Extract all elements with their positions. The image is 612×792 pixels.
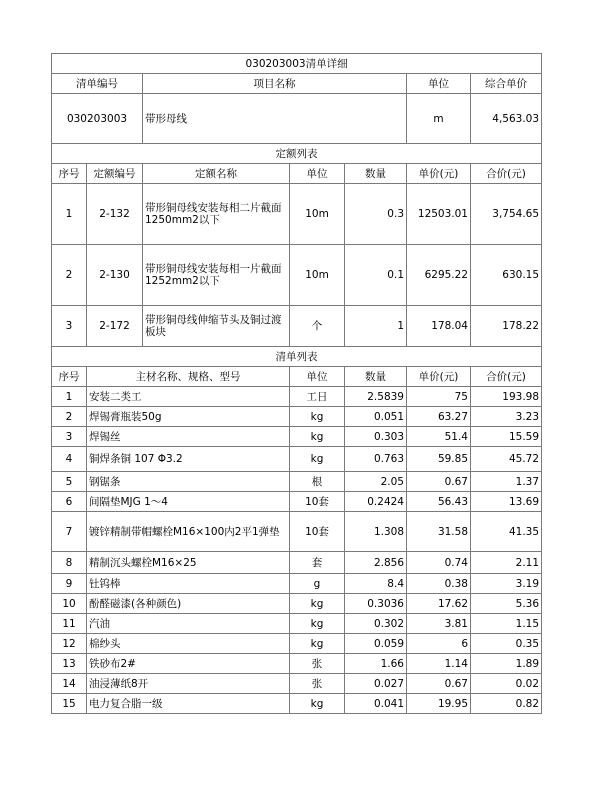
material-total: 1.89 — [471, 654, 542, 674]
material-name: 间隔垫MJG 1～4 — [87, 492, 290, 512]
bill-unit: m — [407, 94, 471, 144]
quota-name-header: 定额名称 — [143, 164, 290, 184]
quota-qty: 0.3 — [345, 184, 407, 245]
material-qty: 2.5839 — [345, 387, 407, 407]
material-price: 75 — [407, 387, 471, 407]
material-qty: 2.05 — [345, 472, 407, 492]
material-name: 安装二类工 — [87, 387, 290, 407]
material-qty: 0.763 — [345, 447, 407, 472]
quota-seq-header: 序号 — [52, 164, 87, 184]
material-row — [52, 614, 542, 634]
quota-unit: 10m — [290, 184, 345, 245]
bill-price-header: 综合单价 — [471, 74, 542, 94]
material-name: 精制沉头螺栓M16×25 — [87, 552, 290, 574]
material-unit: 根 — [290, 472, 345, 492]
material-seq: 14 — [52, 674, 87, 694]
material-price: 6 — [407, 634, 471, 654]
material-price: 31.58 — [407, 512, 471, 552]
material-name: 汽油 — [87, 614, 290, 634]
material-row — [52, 387, 542, 407]
material-qty: 8.4 — [345, 574, 407, 594]
material-price: 1.14 — [407, 654, 471, 674]
material-qty: 0.303 — [345, 427, 407, 447]
material-qty: 2.856 — [345, 552, 407, 574]
material-unit: kg — [290, 427, 345, 447]
material-seq: 1 — [52, 387, 87, 407]
quota-unit: 10m — [290, 245, 345, 306]
material-total: 0.82 — [471, 694, 542, 714]
material-price: 0.67 — [407, 472, 471, 492]
quota-qty: 0.1 — [345, 245, 407, 306]
material-price: 56.43 — [407, 492, 471, 512]
material-row — [52, 574, 542, 594]
material-price: 0.38 — [407, 574, 471, 594]
list-price-header: 单价(元) — [407, 367, 471, 387]
material-unit: kg — [290, 694, 345, 714]
bill-unit-header: 单位 — [407, 74, 471, 94]
material-row — [52, 447, 542, 472]
quota-total: 630.15 — [471, 245, 542, 306]
material-name: 电力复合脂一级 — [87, 694, 290, 714]
material-row — [52, 594, 542, 614]
material-name: 钢锯条 — [87, 472, 290, 492]
list-section-row — [52, 347, 542, 367]
material-unit: kg — [290, 407, 345, 427]
material-name: 棉纱头 — [87, 634, 290, 654]
material-name: 铁砂布2# — [87, 654, 290, 674]
material-row — [52, 407, 542, 427]
material-name: 镀锌精制带帽螺栓M16×100内2平1弹垫 — [87, 512, 290, 552]
list-unit-header: 单位 — [290, 367, 345, 387]
material-qty: 1.308 — [345, 512, 407, 552]
quota-name: 带形铜母线安装每相二片截面1250mm2以下 — [143, 184, 290, 245]
material-price: 51.4 — [407, 427, 471, 447]
material-name: 铜焊条铜 107 Φ3.2 — [87, 447, 290, 472]
material-qty: 0.302 — [345, 614, 407, 634]
quota-section-title: 定额列表 — [52, 144, 542, 164]
material-unit: 张 — [290, 654, 345, 674]
quota-total: 178.22 — [471, 306, 542, 347]
material-total: 15.59 — [471, 427, 542, 447]
material-unit: kg — [290, 447, 345, 472]
bill-code-header: 清单编号 — [52, 74, 143, 94]
title-row — [52, 54, 542, 74]
quota-total: 3,754.65 — [471, 184, 542, 245]
material-unit: kg — [290, 614, 345, 634]
quota-qty: 1 — [345, 306, 407, 347]
material-unit: 10套 — [290, 512, 345, 552]
material-seq: 9 — [52, 574, 87, 594]
material-price: 0.67 — [407, 674, 471, 694]
bill-header-row — [52, 74, 542, 94]
material-unit: 10套 — [290, 492, 345, 512]
quota-row — [52, 245, 542, 306]
material-total: 1.37 — [471, 472, 542, 492]
material-total: 5.36 — [471, 594, 542, 614]
quota-name: 带形铜母线伸缩节头及铜过渡板块 — [143, 306, 290, 347]
material-total: 2.11 — [471, 552, 542, 574]
quota-unit: 个 — [290, 306, 345, 347]
bill-detail-table — [51, 53, 542, 714]
quota-seq: 2 — [52, 245, 87, 306]
material-row — [52, 654, 542, 674]
quota-price: 6295.22 — [407, 245, 471, 306]
material-seq: 8 — [52, 552, 87, 574]
material-price: 0.74 — [407, 552, 471, 574]
bill-row — [52, 94, 542, 144]
quota-code: 2-132 — [87, 184, 143, 245]
material-unit: kg — [290, 634, 345, 654]
material-qty: 0.2424 — [345, 492, 407, 512]
quota-price: 12503.01 — [407, 184, 471, 245]
material-price: 17.62 — [407, 594, 471, 614]
material-name: 油浸薄纸8开 — [87, 674, 290, 694]
material-total: 0.35 — [471, 634, 542, 654]
quota-unit-header: 单位 — [290, 164, 345, 184]
quota-seq: 3 — [52, 306, 87, 347]
material-seq: 13 — [52, 654, 87, 674]
material-unit: 张 — [290, 674, 345, 694]
quota-name: 带形铜母线安装每相一片截面1252mm2以下 — [143, 245, 290, 306]
material-total: 45.72 — [471, 447, 542, 472]
material-row — [52, 634, 542, 654]
material-unit: g — [290, 574, 345, 594]
material-qty: 0.027 — [345, 674, 407, 694]
material-total: 13.69 — [471, 492, 542, 512]
bill-name-header: 项目名称 — [143, 74, 407, 94]
material-seq: 5 — [52, 472, 87, 492]
material-seq: 2 — [52, 407, 87, 427]
material-seq: 15 — [52, 694, 87, 714]
material-unit: 工日 — [290, 387, 345, 407]
material-qty: 0.041 — [345, 694, 407, 714]
material-seq: 12 — [52, 634, 87, 654]
material-price: 59.85 — [407, 447, 471, 472]
quota-row — [52, 184, 542, 245]
material-seq: 4 — [52, 447, 87, 472]
material-row — [52, 492, 542, 512]
quota-price-header: 单价(元) — [407, 164, 471, 184]
material-price: 3.81 — [407, 614, 471, 634]
list-total-header: 合价(元) — [471, 367, 542, 387]
material-total: 41.35 — [471, 512, 542, 552]
material-seq: 6 — [52, 492, 87, 512]
material-price: 63.27 — [407, 407, 471, 427]
material-qty: 0.3036 — [345, 594, 407, 614]
quota-price: 178.04 — [407, 306, 471, 347]
bill-code: 030203003 — [52, 94, 143, 144]
material-seq: 7 — [52, 512, 87, 552]
quota-code: 2-172 — [87, 306, 143, 347]
material-row — [52, 512, 542, 552]
quota-code-header: 定额编号 — [87, 164, 143, 184]
material-row — [52, 674, 542, 694]
quota-total-header: 合价(元) — [471, 164, 542, 184]
material-qty: 1.66 — [345, 654, 407, 674]
quota-header-row — [52, 164, 542, 184]
sheet-title: 030203003清单详细 — [52, 54, 542, 74]
material-unit: 套 — [290, 552, 345, 574]
material-name: 焊锡丝 — [87, 427, 290, 447]
material-total: 3.23 — [471, 407, 542, 427]
material-total: 193.98 — [471, 387, 542, 407]
quota-section-row — [52, 144, 542, 164]
list-header-row — [52, 367, 542, 387]
material-total: 1.15 — [471, 614, 542, 634]
bill-price: 4,563.03 — [471, 94, 542, 144]
material-seq: 11 — [52, 614, 87, 634]
list-section-title: 清单列表 — [52, 347, 542, 367]
quota-qty-header: 数量 — [345, 164, 407, 184]
material-row — [52, 552, 542, 574]
quota-row — [52, 306, 542, 347]
material-price: 19.95 — [407, 694, 471, 714]
bill-name: 带形母线 — [143, 94, 407, 144]
material-total: 3.19 — [471, 574, 542, 594]
material-unit: kg — [290, 594, 345, 614]
material-seq: 10 — [52, 594, 87, 614]
quota-code: 2-130 — [87, 245, 143, 306]
list-name-header: 主材名称、规格、型号 — [87, 367, 290, 387]
material-name: 酚醛磁漆(各种颜色) — [87, 594, 290, 614]
list-seq-header: 序号 — [52, 367, 87, 387]
material-total: 0.02 — [471, 674, 542, 694]
material-row — [52, 427, 542, 447]
list-qty-header: 数量 — [345, 367, 407, 387]
material-row — [52, 694, 542, 714]
material-name: 钍钨棒 — [87, 574, 290, 594]
material-qty: 0.059 — [345, 634, 407, 654]
quota-seq: 1 — [52, 184, 87, 245]
material-seq: 3 — [52, 427, 87, 447]
material-qty: 0.051 — [345, 407, 407, 427]
material-row — [52, 472, 542, 492]
material-name: 焊锡膏瓶装50g — [87, 407, 290, 427]
